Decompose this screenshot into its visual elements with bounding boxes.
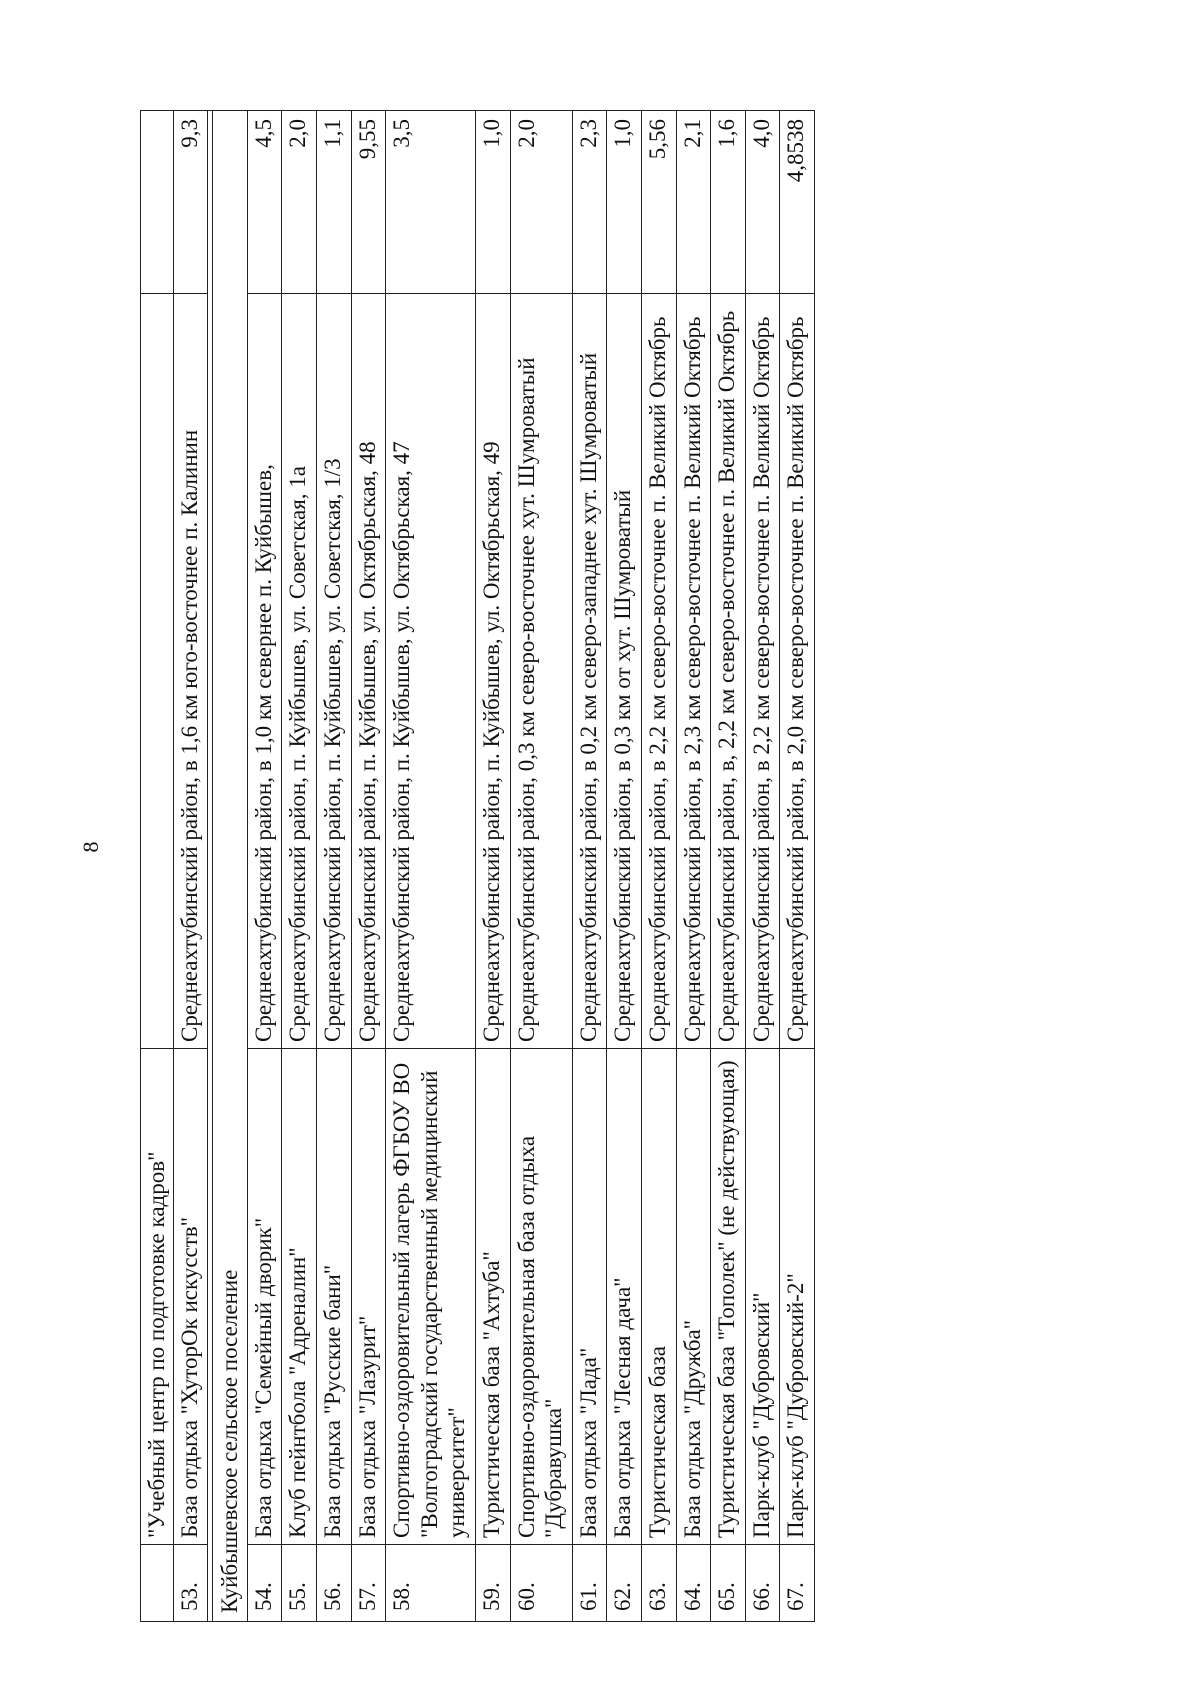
table-cell-name: Туристическая база "Ахтуба"	[475, 1049, 510, 1545]
table-row-66	[745, 111, 780, 1622]
section-header-row	[213, 111, 248, 1622]
table-cell-location: Среднеахтубинский район, в 1,0 км севернее п. Куйбышев,	[247, 294, 282, 1049]
table-row-54	[247, 111, 282, 1622]
table-cell-location: Среднеахтубинский район, в 2,0 км северо-восточнее п. Великий Октябрь	[780, 294, 815, 1049]
table-cell-name: "Учебный центр по подготовке кадров"	[141, 1049, 174, 1545]
table-cell-name: База отдыха "Дружба"	[676, 1049, 711, 1545]
table-cell-num	[141, 1545, 174, 1622]
table-cell-area: 4,8538	[780, 111, 815, 294]
table-cell-location: Среднеахтубинский район, п. Куйбышев, ул. Октябрьская, 49	[475, 294, 510, 1049]
table-cell-location: Среднеахтубинский район, в 2,2 км северо-восточнее п. Великий Октябрь	[641, 294, 676, 1049]
table-row-57	[351, 111, 386, 1622]
table-row-65	[711, 111, 746, 1622]
table-cell-name: База отдыха "Лесная дача"	[607, 1049, 642, 1545]
table-cell-num: 54.	[247, 1545, 282, 1622]
table-cell-location: Среднеахтубинский район, п. Куйбышев, ул. Октябрьская, 48	[351, 294, 386, 1049]
table-cell-location	[141, 294, 174, 1049]
table-row-56	[316, 111, 351, 1622]
table-row-67	[780, 111, 815, 1622]
table-cell-area: 1,0	[475, 111, 510, 294]
table-cell-area: 9,55	[351, 111, 386, 294]
table-cell-num: 56.	[316, 1545, 351, 1622]
table-cell-area: 4,0	[745, 111, 780, 294]
continuation-row	[141, 111, 174, 1622]
table-cell-num: 60.	[510, 1545, 572, 1622]
table-cell-num: 61.	[572, 1545, 607, 1622]
table-cell-area: 2,1	[676, 111, 711, 294]
page-number: 8	[78, 841, 103, 853]
table-cell-location: Среднеахтубинский район, 0,3 км северо-восточнее хут. Шумроватый	[510, 294, 572, 1049]
table-cell-area: 9,3	[173, 111, 208, 294]
table-cell-area	[141, 111, 174, 294]
table-cell-area: 1,0	[607, 111, 642, 294]
table-cell-area: 2,0	[510, 111, 572, 294]
table-cell-name: Парк-клуб "Дубровский-2"	[780, 1049, 815, 1545]
table-row-55	[282, 111, 317, 1622]
section-title: Куйбышевское сельское поселение	[213, 111, 248, 1622]
table-cell-name: Спортивно-оздоровительный лагерь ФГБОУ ВО "Волгоградский государственный медицинский университет"	[386, 1049, 476, 1545]
table-row-61	[572, 111, 607, 1622]
table-cell-area: 5,56	[641, 111, 676, 294]
table-row-58	[386, 111, 476, 1622]
table-cell-location: Среднеахтубинский район, в, 2,2 км северо-восточнее п. Великий Октябрь	[711, 294, 746, 1049]
table-cell-location: Среднеахтубинский район, п. Куйбышев, ул. Октябрьская, 47	[386, 294, 476, 1049]
table-row-64	[676, 111, 711, 1622]
table-cell-name: Туристическая база	[641, 1049, 676, 1545]
table-cell-area: 3,5	[386, 111, 476, 294]
table-cell-num: 67.	[780, 1545, 815, 1622]
table-cell-location: Среднеахтубинский район, в 0,3 км от хут. Шумроватый	[607, 294, 642, 1049]
table-cell-num: 65.	[711, 1545, 746, 1622]
table-cell-name: Парк-клуб "Дубровский"	[745, 1049, 780, 1545]
table-cell-location: Среднеахтубинский район, в 2,3 км северо-восточнее п. Великий Октябрь	[676, 294, 711, 1049]
table-cell-num: 58.	[386, 1545, 476, 1622]
table-cell-name: База отдыха "Семейный дворик"	[247, 1049, 282, 1545]
table-cell-area: 2,0	[282, 111, 317, 294]
table-cell-location: Среднеахтубинский район, п. Куйбышев, ул. Советская, 1/3	[316, 294, 351, 1049]
table-cell-num: 62.	[607, 1545, 642, 1622]
table-cell-name: База отдыха "ХуторОк искусств"	[173, 1049, 208, 1545]
table-row-53	[173, 111, 208, 1622]
recreation-facilities-table	[140, 110, 815, 1622]
table-cell-location: Среднеахтубинский район, п. Куйбышев, ул. Советская, 1а	[282, 294, 317, 1049]
table-row-60	[510, 111, 572, 1622]
table-row-59	[475, 111, 510, 1622]
table-cell-num: 66.	[745, 1545, 780, 1622]
table-cell-name: База отдыха "Лада"	[572, 1049, 607, 1545]
table-cell-num: 55.	[282, 1545, 317, 1622]
table-cell-name: Клуб пейнтбола "Адреналин"	[282, 1049, 317, 1545]
table-cell-location: Среднеахтубинский район, в 2,2 км северо-восточнее п. Великий Октябрь	[745, 294, 780, 1049]
table-cell-name: База отдыха "Русские бани"	[316, 1049, 351, 1545]
table-cell-num: 53.	[173, 1545, 208, 1622]
table-cell-area: 4,5	[247, 111, 282, 294]
table-row-63	[641, 111, 676, 1622]
table-cell-num: 59.	[475, 1545, 510, 1622]
table-cell-name: Туристическая база "Тополек" (не действующая)	[711, 1049, 746, 1545]
table-cell-num: 63.	[641, 1545, 676, 1622]
table-cell-area: 1,6	[711, 111, 746, 294]
table-cell-name: Спортивно-оздоровительная база отдыха "Дубравушка"	[510, 1049, 572, 1545]
table-cell-num: 57.	[351, 1545, 386, 1622]
table-cell-name: База отдыха "Лазурит"	[351, 1049, 386, 1545]
table-cell-location: Среднеахтубинский район, в 0,2 км северо-западнее хут. Шумроватый	[572, 294, 607, 1049]
table-row-62	[607, 111, 642, 1622]
table-cell-num: 64.	[676, 1545, 711, 1622]
table-cell-location: Среднеахтубинский район, в 1,6 км юго-восточнее п. Калинин	[173, 294, 208, 1049]
table-cell-area: 2,3	[572, 111, 607, 294]
table-cell-area: 1,1	[316, 111, 351, 294]
